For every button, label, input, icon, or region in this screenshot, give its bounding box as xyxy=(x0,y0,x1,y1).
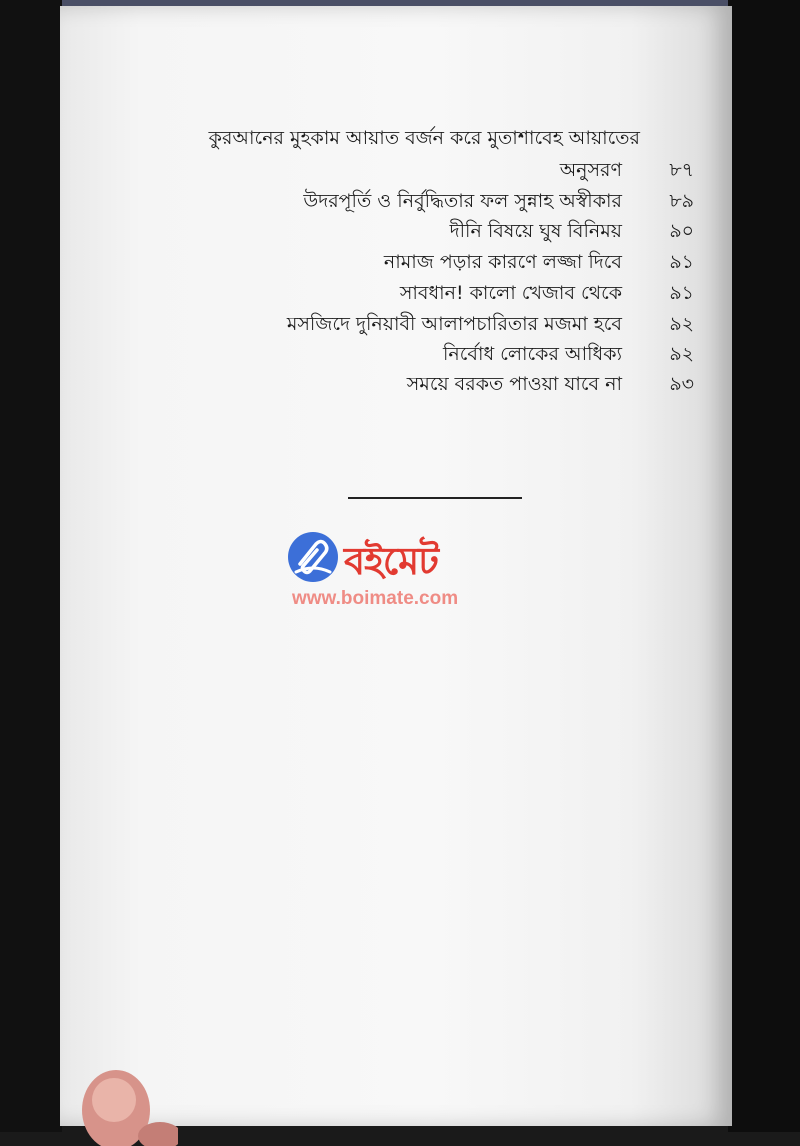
watermark xyxy=(286,526,546,616)
toc-entry xyxy=(60,370,732,400)
toc-entry-title: উদরপূর্তি ও নির্বুদ্ধিতার ফল সুন্নাহ অস্বীকার xyxy=(303,190,622,212)
toc-entry-page: ৮৭ xyxy=(669,159,694,181)
toc-entry xyxy=(60,217,732,247)
thumb-in-frame xyxy=(78,1066,178,1146)
toc-entry xyxy=(60,279,732,309)
toc-entry-title: সাবধান! কালো খেজাব থেকে xyxy=(399,282,622,304)
background-edge xyxy=(728,0,800,1132)
toc-entry xyxy=(60,310,732,340)
toc-entry-page: ৯০ xyxy=(669,220,694,242)
toc-entry-page: ৮৯ xyxy=(669,190,694,212)
watermark-url: www.boimate.com xyxy=(292,588,459,609)
toc-entry-title: দীনি বিষয়ে ঘুষ বিনিময় xyxy=(449,220,622,242)
toc-entry-title: নির্বোধ লোকের আধিক্য xyxy=(442,343,622,365)
watermark-brand: বইমেট xyxy=(344,539,438,583)
toc-entry-title: কুরআনের মুহকাম আয়াত বর্জন করে মুতাশাবেহ আয়াতের xyxy=(208,127,640,149)
toc-entry-title: অনুসরণ xyxy=(559,159,622,181)
toc-entry-page: ৯১ xyxy=(669,251,694,273)
toc-entry-page: ৯২ xyxy=(669,313,694,335)
toc-entry-page: ৯২ xyxy=(669,343,694,365)
toc-entry-title: সময়ে বরকত পাওয়া যাবে না xyxy=(406,373,622,395)
toc-entry xyxy=(60,340,732,370)
toc-entry-page: ৯১ xyxy=(669,282,694,304)
toc-entry xyxy=(60,187,732,217)
toc-entry-title: নামাজ পড়ার কারণে লজ্জা দিবে xyxy=(383,251,622,273)
section-divider xyxy=(348,497,522,499)
toc-entry-page: ৯৩ xyxy=(669,373,694,395)
book-page xyxy=(60,6,732,1126)
toc-entry-title: মসজিদে দুনিয়াবী আলাপচারিতার মজমা হবে xyxy=(286,313,622,335)
paperclip-book-icon xyxy=(286,530,340,584)
toc-entry xyxy=(60,156,732,186)
toc-entry xyxy=(60,124,732,154)
toc-entry xyxy=(60,248,732,278)
book-spine-edge xyxy=(0,0,62,1132)
